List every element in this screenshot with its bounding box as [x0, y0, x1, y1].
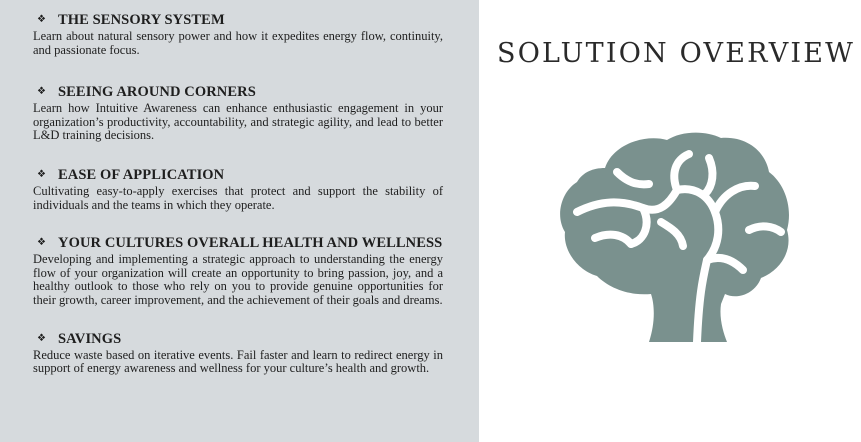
section-body: Developing and implementing a strategic approach to understanding the energy flow of your organization will create an opportunity to bring passion, joy, and a healthy outlook to those who rely on you to provide genuine opportunities for their growth, career improvement, and the achievement of their goals and dreams.: [33, 252, 443, 307]
diamond-bullet-icon: ❖: [37, 332, 47, 344]
brain-icon: [559, 128, 791, 342]
section-body: Learn how Intuitive Awareness can enhance enthusiastic engagement in your organization’s productivity, accountability, and strategic agility, and lead to better L&D training decisions.: [33, 101, 443, 143]
section-heading: [37, 234, 443, 252]
section-body: Cultivating easy-to-apply exercises that protect and support the stability of individuals and the teams in which they operate.: [33, 183, 443, 212]
diamond-bullet-icon: ❖: [37, 168, 47, 180]
section-heading: [37, 11, 443, 29]
section-body: Reduce waste based on iterative events. Fail faster and learn to redirect energy in support of energy awareness and wellness for your culture’s health and growth.: [33, 347, 443, 376]
section-heading: [37, 330, 443, 348]
section-ease-of-application: [33, 166, 443, 212]
section-savings: [33, 330, 443, 376]
section-heading-text: EASE OF APPLICATION: [58, 166, 225, 183]
section-heading-text: SAVINGS: [58, 330, 122, 347]
diamond-bullet-icon: ❖: [37, 237, 47, 249]
section-heading: [37, 166, 443, 184]
diamond-bullet-icon: ❖: [37, 14, 47, 25]
page-title: SOLUTION OVERVIEW: [497, 38, 856, 69]
section-heading-text: YOUR CULTURES OVERALL HEALTH AND WELLNESS: [58, 235, 443, 252]
section-heading-text: SEEING AROUND CORNERS: [58, 84, 256, 101]
section-heading: [37, 83, 443, 101]
diamond-bullet-icon: ❖: [37, 86, 47, 98]
section-culture-health-wellness: [33, 234, 443, 307]
section-heading-text: THE SENSORY SYSTEM: [58, 12, 225, 28]
section-sensory-system: [33, 11, 443, 57]
section-seeing-around-corners: [33, 83, 443, 143]
section-body: Learn about natural sensory power and how it expedites energy flow, continuity, and passionate focus.: [33, 29, 443, 57]
